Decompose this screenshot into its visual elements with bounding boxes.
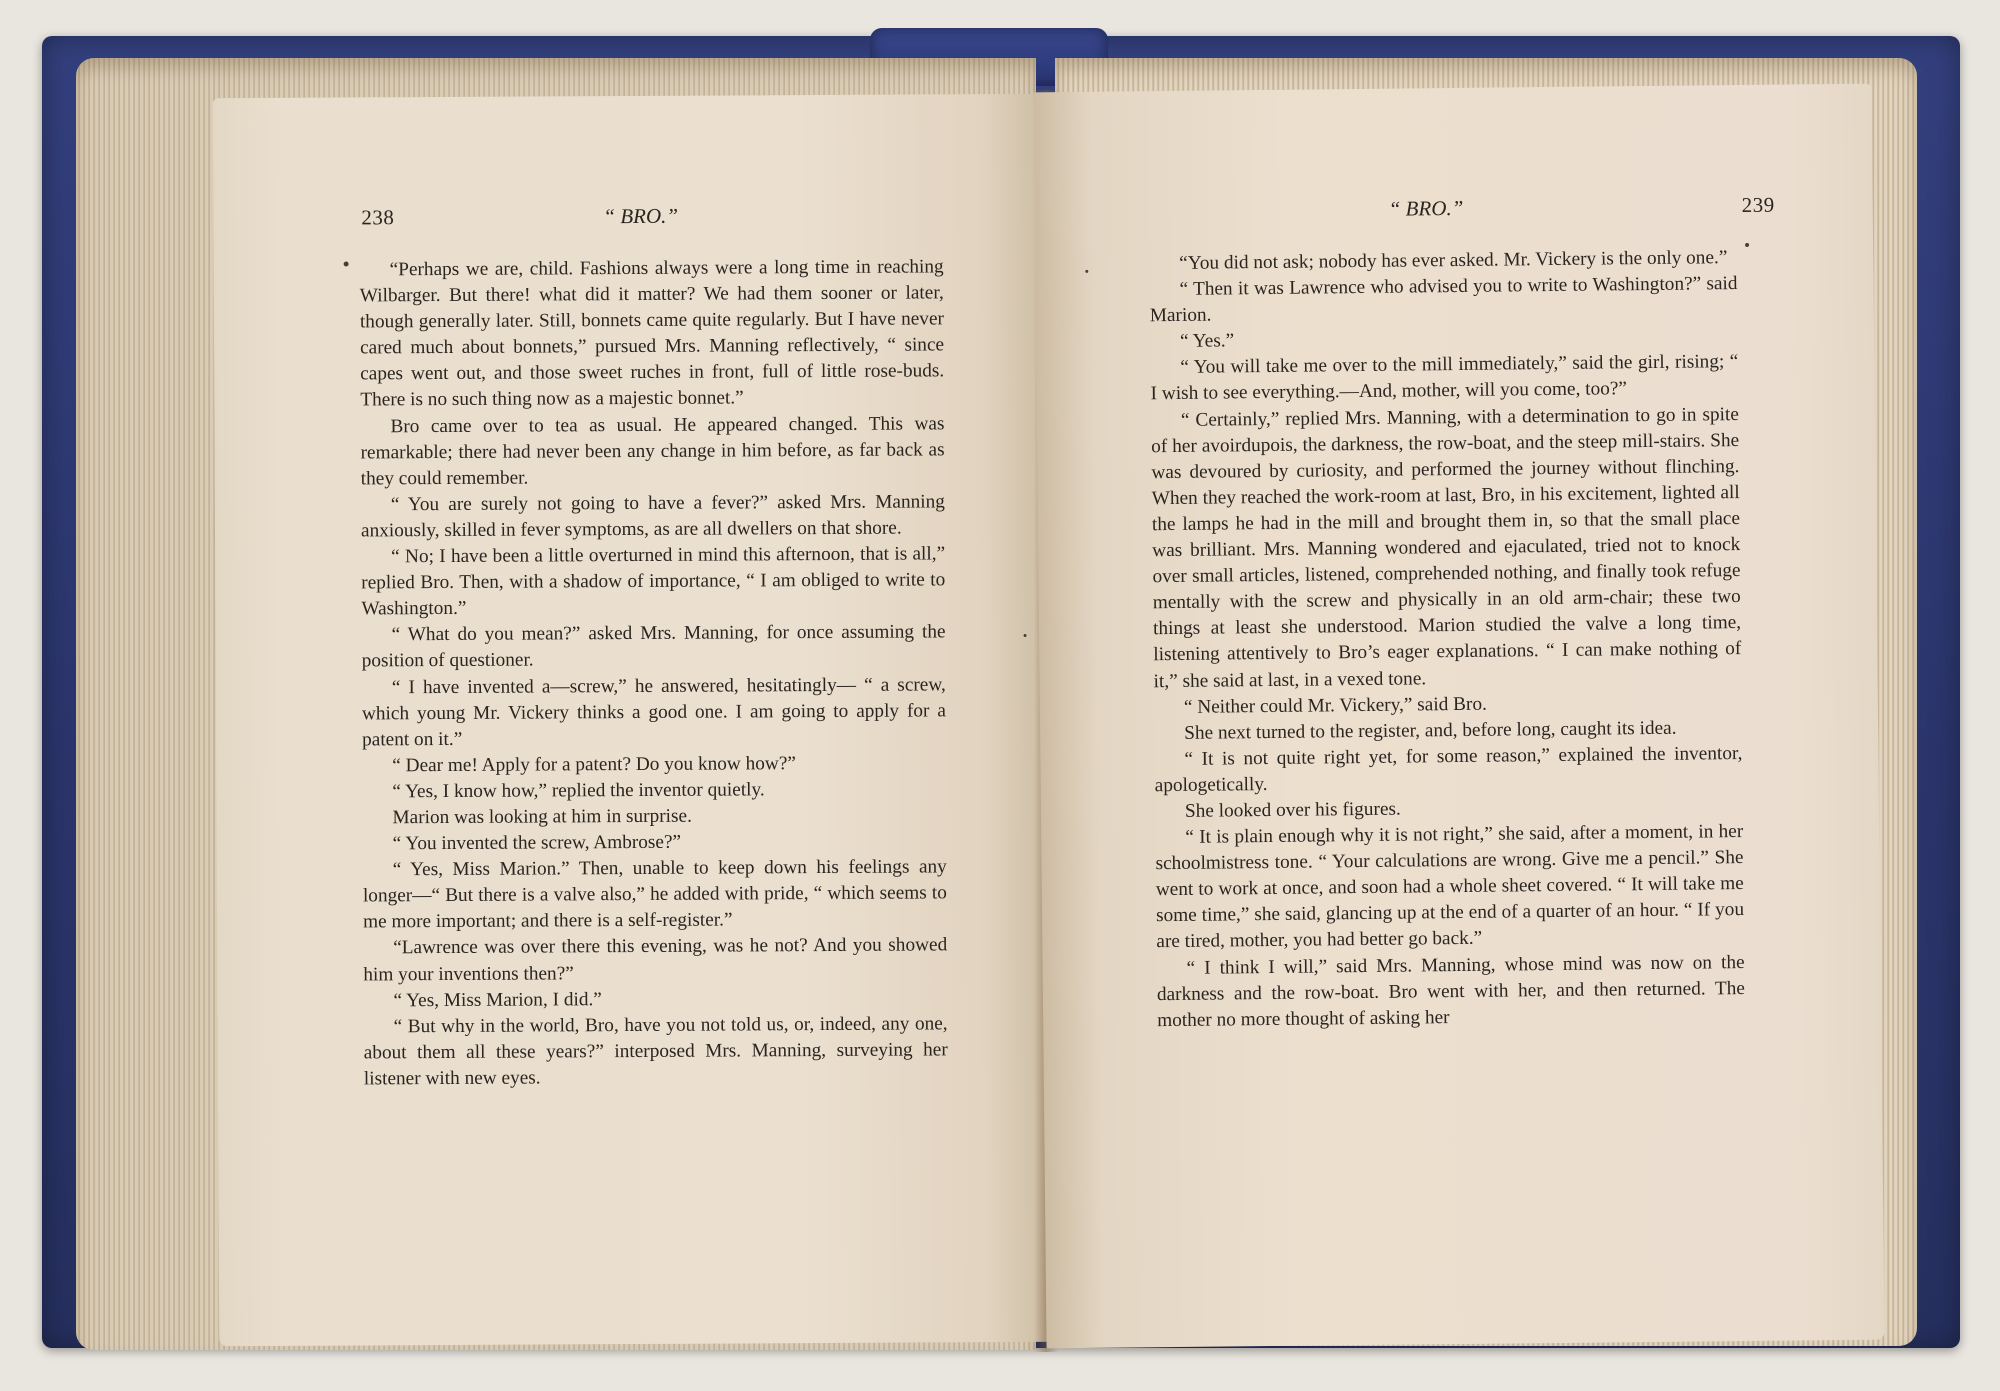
paragraph: “ You will take me over to the mill immediately,” said the girl, rising; “ I wish to see everything.—And, mother, will you come, too?” — [1150, 351, 1739, 405]
right-page-header — [1035, 192, 1873, 241]
paragraph: “ Then it was Lawrence who advised you to write to Washington?” said Marion. — [1149, 273, 1738, 327]
paragraph: “ What do you mean?” asked Mrs. Manning, for once assuming the position of questioner. — [361, 621, 946, 672]
paragraph: “ Certainly,” replied Mrs. Manning, with a determination to go in spite of her avoirdupois, the darkness, the row-boat, and the steep mill-stairs. She was devoured by curiosity, and performed the journey without flinching. When they reached the work-room at last, Bro, in his excitement, lighted all the lamps he had in the mill and brought them in, so that the small place was brilliant. Mrs. Manning wondered and ejaculated, tried not to knock over small articles, listened, comprehended nothing, and finally took refuge mentally with the screw and physically in an old arm-chair; these two things at least she understood. Marion studied the valve a long time, listening attentively to Bro’s eager explanations. “ I can make nothing of it,” she said at last, in a vexed tone. — [1151, 403, 1742, 692]
paragraph: “ But why in the world, Bro, have you not told us, or, indeed, any one, about them all these years?” interposed Mrs. Manning, surveying her listener with new eyes. — [363, 1013, 948, 1090]
right-page-text — [1149, 245, 1745, 1034]
paragraph: “Lawrence was over there this evening, was he not? And you showed him your inventions then?” — [363, 934, 948, 985]
paragraph: “ Dear me! Apply for a patent? Do you know how?” — [392, 752, 796, 777]
paragraph: She next turned to the register, and, before long, caught its idea. — [1184, 717, 1677, 744]
paragraph: “ Yes.” — [1179, 330, 1235, 353]
paragraph: “ You invented the screw, Ambrose?” — [392, 831, 682, 855]
ink-speck — [1085, 270, 1088, 273]
paragraph: Marion was looking at him in surprise. — [392, 805, 692, 829]
paragraph: Bro came over to tea as usual. He appeared changed. This was remarkable; there had never been any change in him before, as far back as they could remember. — [360, 412, 945, 490]
paragraph: “ Yes, Miss Marion.” Then, unable to keep down his feelings any longer—“ But there is a valve also,” he added with pride, “ which seems to me more important; and there is a self-register.” — [362, 856, 947, 933]
left-page-header — [213, 202, 1049, 246]
right-page-number: 239 — [1741, 192, 1775, 218]
ink-speck — [1024, 634, 1027, 637]
paragraph: “You did not ask; nobody has ever asked. Mr. Vickery is the only one.” — [1179, 247, 1728, 274]
right-page — [1033, 84, 1884, 1349]
paragraph: “ No; I have been a little overturned in mind this afternoon, that is all,” replied Bro. Then, with a shadow of importance, “ I am obliged to write to Washington.” — [361, 543, 946, 620]
paragraph: “Perhaps we are, child. Fashions always were a long time in reaching Wilbarger. But there! what did it matter? We had them sooner or later, though generally later. Still, bonnets came quite regularly. But I have never cared much about bonnets,” pursued Mrs. Manning reflectively, “ since capes went out, and those sweet ruches in front, full of little rose-buds. There is no such thing now as a majestic bonnet.” — [359, 256, 945, 411]
paragraph: “ I have invented a—screw,” he answered, hesitatingly— “ a screw, which young Mr. Vickery thinks a good one. I am going to apply for a patent on it.” — [361, 673, 947, 751]
paragraph: “ Yes, Miss Marion, I did.” — [393, 988, 602, 1011]
paragraph: “ Yes, I know how,” replied the inventor quietly. — [392, 779, 765, 803]
ink-speck — [1745, 243, 1749, 247]
paragraph: “ It is plain enough why it is not right,” she said, after a moment, in her schoolmistress tone. “ Your calculations are wrong. Give me a pencil.” She went to work at once, and soon had a whole sheet covered. “ It will take me some time,” she said, glancing up at the end of a quarter of an hour. “ If you are tired, mother, you had better go back.” — [1155, 821, 1745, 953]
right-running-title: “ BRO.” — [1388, 195, 1464, 221]
paragraph: “ I think I will,” said Mrs. Manning, whose mind was now on the darkness and the row-boat. Bro went with her, and then returned. The mother no more thought of asking her — [1156, 951, 1745, 1031]
left-page-text — [360, 254, 948, 1092]
left-page — [213, 94, 1056, 1346]
left-running-title: “ BRO.” — [603, 203, 679, 229]
paragraph: “ It is not quite right yet, for some reason,” explained the inventor, apologetically. — [1154, 742, 1743, 797]
ink-speck — [344, 261, 349, 266]
left-page-number: 238 — [361, 205, 395, 230]
paragraph: She looked over his figures. — [1184, 798, 1401, 822]
paragraph: “ You are surely not going to have a fever?” asked Mrs. Manning anxiously, skilled in fever symptoms, as are all dwellers on that shore. — [360, 491, 945, 542]
paragraph: “ Neither could Mr. Vickery,” said Bro. — [1183, 693, 1487, 718]
